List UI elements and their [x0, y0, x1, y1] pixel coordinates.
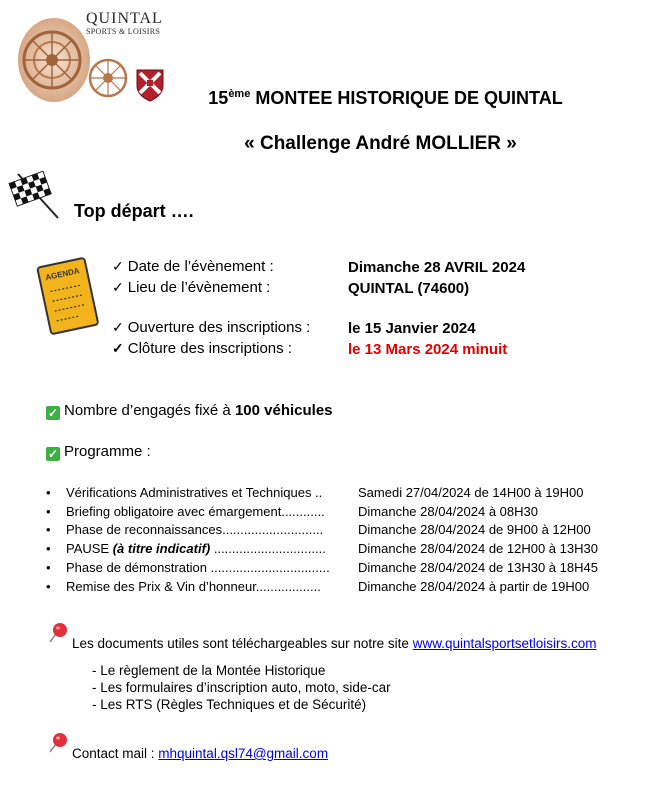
- info-label-text: Clôture des inscriptions :: [127, 340, 292, 357]
- document-item: - Les RTS (Règles Techniques et de Sécurité): [92, 697, 367, 712]
- pause-dots: ...............................: [210, 541, 326, 556]
- title-text: MONTEE HISTORIQUE DE QUINTAL: [250, 88, 563, 108]
- info-label-text: Lieu de l’évènement :: [127, 279, 271, 296]
- agenda-label: AGENDA: [44, 266, 81, 283]
- info-label-opening: [112, 319, 310, 336]
- title-number: 15: [208, 88, 229, 108]
- agenda-notebook-icon: [36, 256, 100, 338]
- programme-label: Phase de reconnaissances............................: [66, 522, 324, 537]
- bullet-icon: •: [46, 522, 51, 537]
- contact-label: Contact mail :: [72, 746, 159, 761]
- programme-date: Dimanche 28/04/2024 de 9H00 à 12H00: [358, 522, 591, 537]
- info-label-text: Date de l’évènement :: [127, 258, 274, 275]
- programme-label: Phase de démonstration .................................: [66, 560, 330, 575]
- checkmark-icon: ✓: [112, 258, 124, 274]
- checkmark-icon: ✓: [112, 340, 124, 356]
- info-value-date: Dimanche 28 AVRIL 2024: [348, 259, 526, 276]
- bullet-icon: •: [46, 560, 51, 575]
- document-item: - Le règlement de la Montée Historique: [92, 663, 326, 678]
- website-link[interactable]: www.quintalsportsetloisirs.com: [412, 636, 597, 651]
- top-depart-heading: Top départ ….: [74, 201, 194, 221]
- logo-text: [86, 10, 163, 36]
- logo-name: QUINTAL: [86, 10, 163, 27]
- programme-label: Vérifications Administratives et Techniques ..: [66, 485, 323, 500]
- info-value-opening: le 15 Janvier 2024: [348, 320, 476, 337]
- title-superscript: ème: [228, 88, 251, 100]
- checkmark-icon: ✓: [112, 279, 124, 295]
- page-title: [0, 88, 651, 109]
- checkered-flag-icon: [8, 168, 60, 220]
- engages-line: [46, 402, 333, 420]
- bullet-icon: •: [46, 485, 51, 500]
- bullet-icon: •: [46, 579, 51, 594]
- programme-date: Dimanche 28/04/2024 à 08H30: [358, 504, 538, 519]
- bullet-icon: •: [46, 541, 51, 556]
- engages-text: Nombre d’engagés fixé à: [64, 402, 235, 419]
- documents-text: Les documents utiles sont téléchargeables sur notre site: [72, 636, 413, 651]
- logo-subtitle: SPORTS & LOISIRS: [86, 27, 161, 36]
- contact-line: [72, 746, 328, 761]
- info-label-date: [112, 258, 274, 275]
- bullet-icon: •: [46, 504, 51, 519]
- programme-heading: [46, 443, 151, 461]
- programme-date: Dimanche 28/04/2024 de 12H00 à 13H30: [358, 541, 598, 556]
- programme-label: [66, 541, 326, 556]
- programme-date: Samedi 27/04/2024 de 14H00 à 19H00: [358, 485, 584, 500]
- programme-label: Remise des Prix & Vin d’honneur..................: [66, 579, 321, 594]
- documents-line: [72, 636, 597, 651]
- info-value-place: QUINTAL (74600): [348, 280, 470, 297]
- info-label-place: [112, 279, 270, 296]
- pushpin-icon: [44, 730, 70, 756]
- engages-count: 100 véhicules: [234, 402, 333, 419]
- info-label-closing: [112, 340, 292, 357]
- info-label-text: Ouverture des inscriptions :: [127, 319, 311, 336]
- document-item: - Les formulaires d’inscription auto, moto, side-car: [92, 680, 391, 695]
- programme-date: Dimanche 28/04/2024 de 13H30 à 18H45: [358, 560, 598, 575]
- pause-label: PAUSE: [66, 541, 113, 556]
- page-subtitle: « Challenge André MOLLIER »: [244, 133, 517, 154]
- pause-indicatif: (à titre indicatif): [112, 541, 211, 556]
- programme-label: Briefing obligatoire avec émargement............: [66, 504, 325, 519]
- checkmark-icon: ✓: [112, 319, 124, 335]
- green-checkbox-icon: ✓: [47, 447, 59, 461]
- programme-date: Dimanche 28/04/2024 à partir de 19H00: [358, 579, 590, 594]
- pushpin-icon: [44, 620, 70, 646]
- green-checkbox-icon: ✓: [47, 406, 59, 420]
- email-link[interactable]: mhquintal.qsl74@gmail.com: [158, 746, 329, 761]
- info-value-closing: le 13 Mars 2024 minuit: [348, 341, 508, 358]
- programme-label: Programme :: [64, 443, 151, 460]
